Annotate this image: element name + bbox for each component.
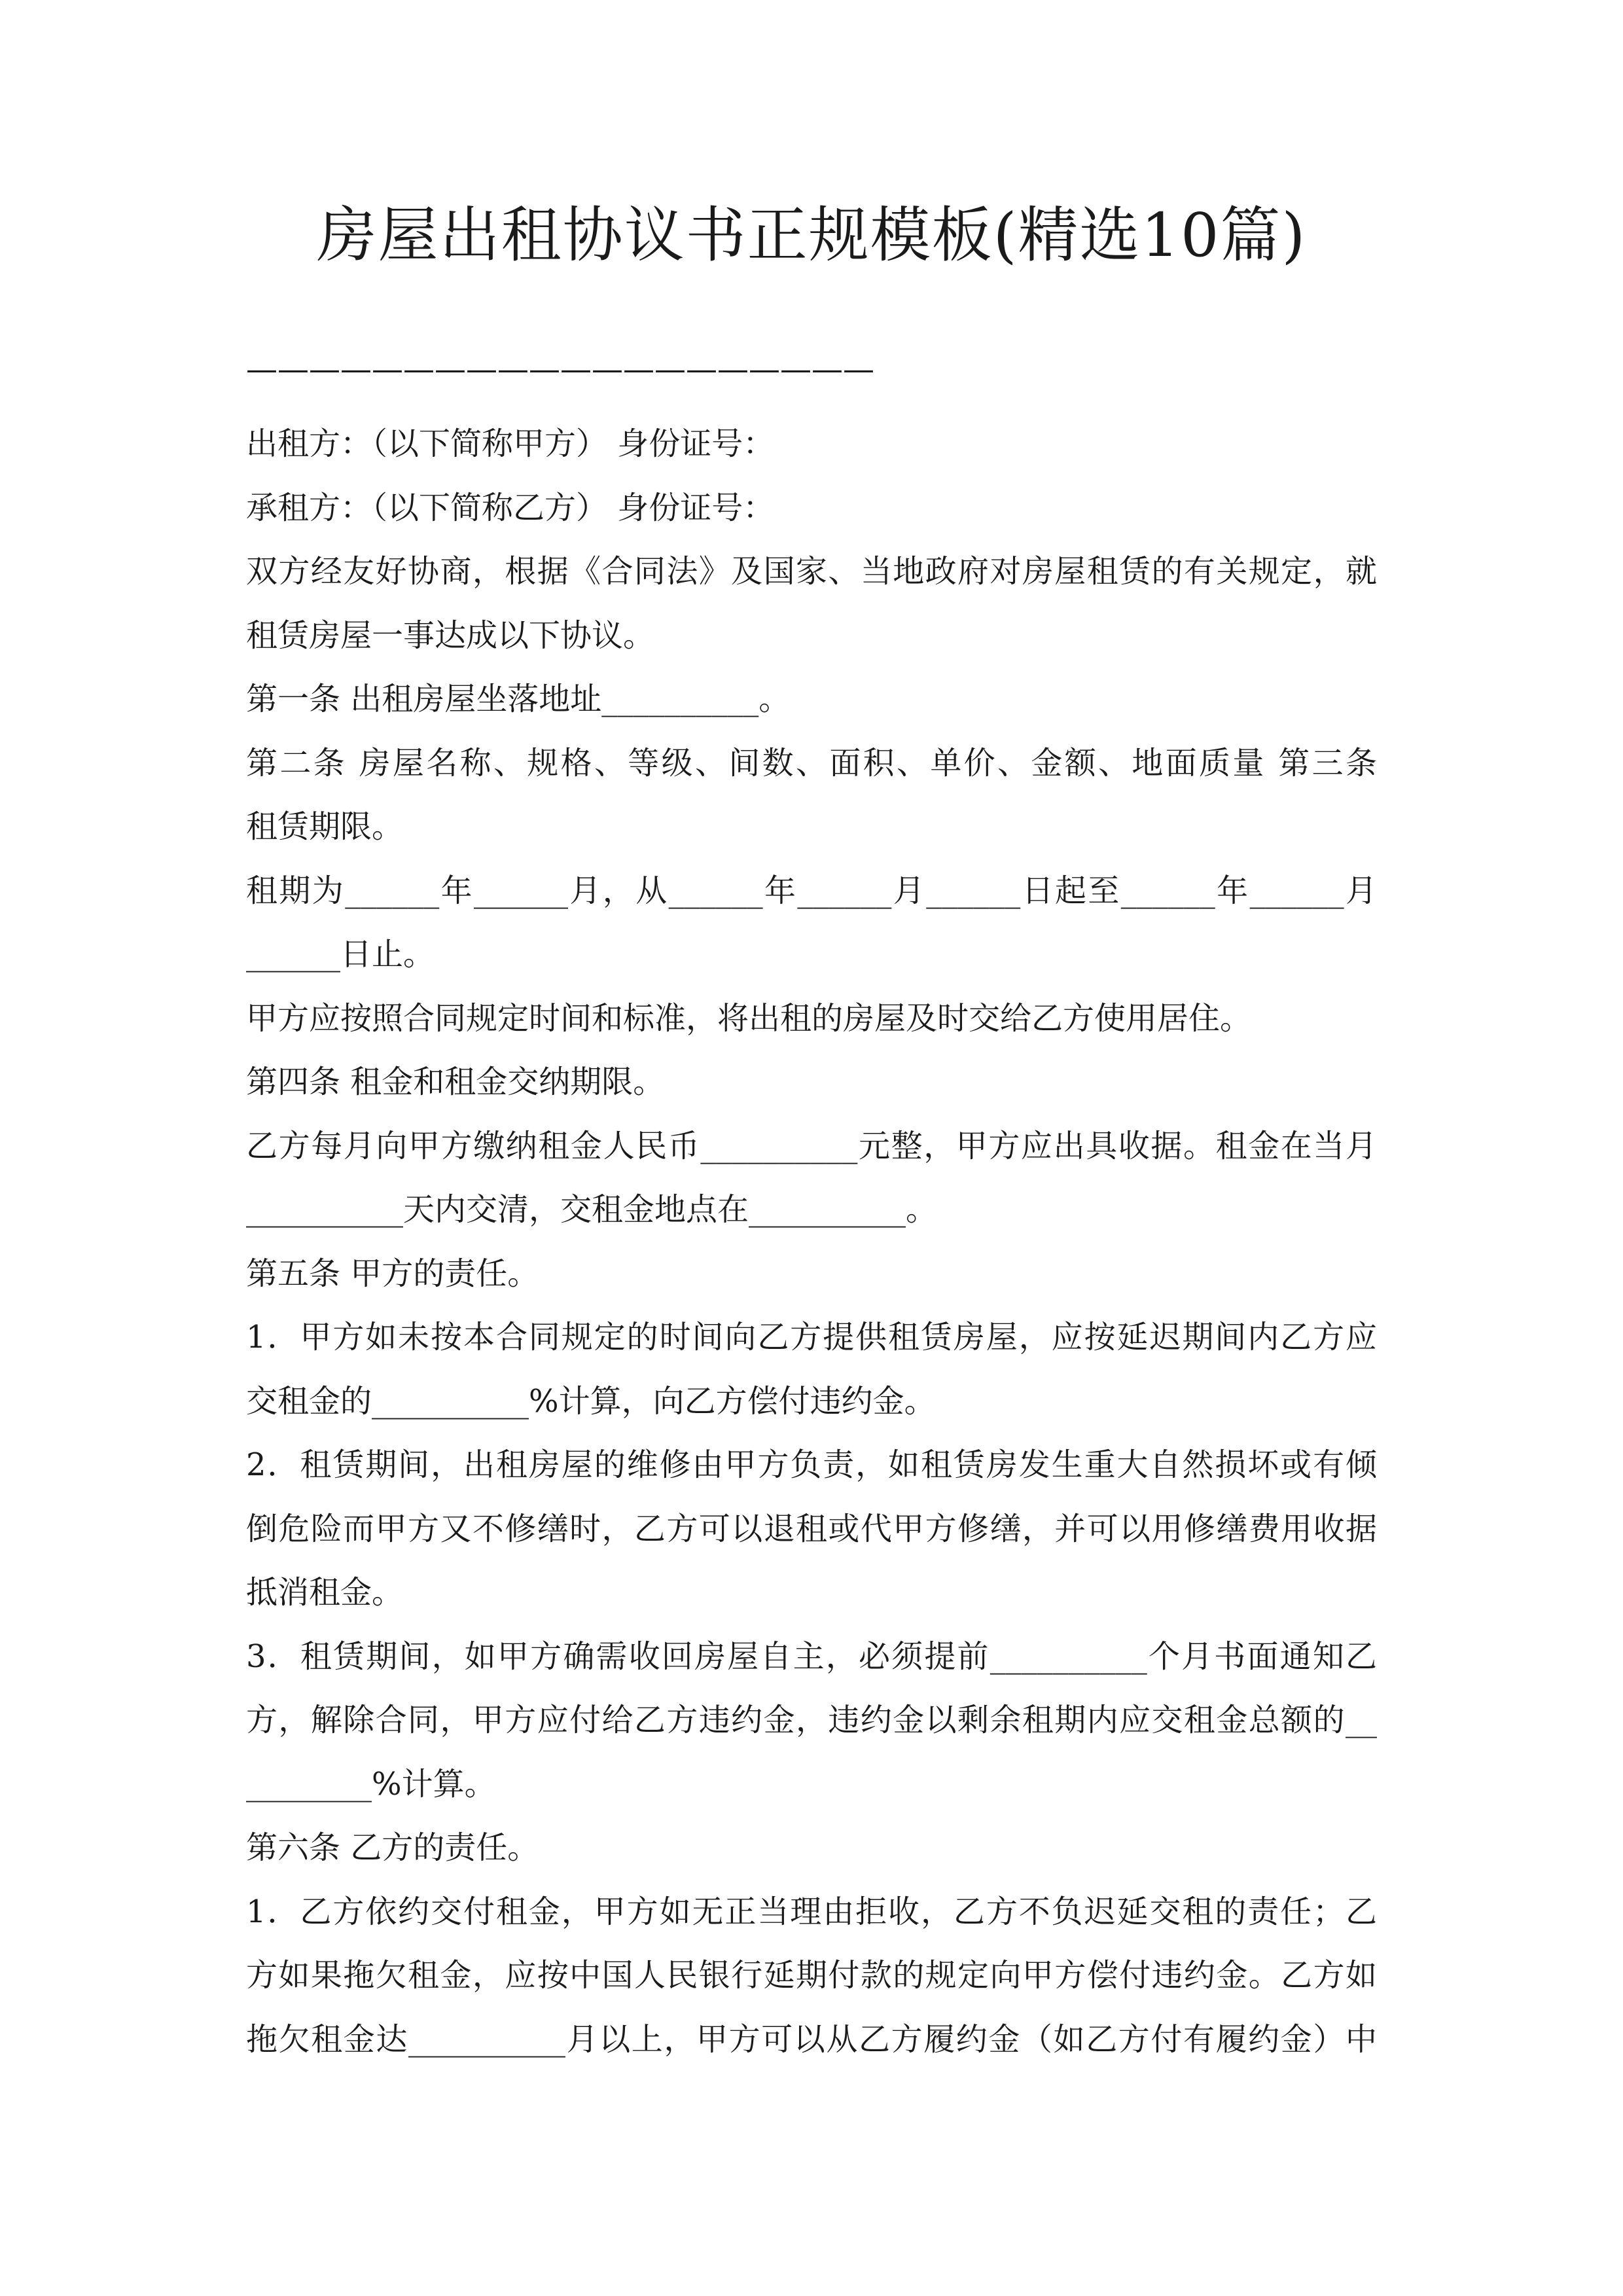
body-line: 租期为______年______月，从______年______月______日起至______年______月 xyxy=(246,872,1377,909)
body-line: 第一条 出租房屋坐落地址__________。 xyxy=(246,681,791,717)
body-line: 3．租赁期间，如甲方确需收回房屋自主，必须提前__________个月书面通知乙 xyxy=(246,1638,1377,1675)
body-line: 1．乙方依约交付租金，甲方如无正当理由拒收，乙方不负迟延交租的责任；乙 xyxy=(246,1893,1377,1930)
body-line: 抵消租金。 xyxy=(246,1574,404,1611)
body-line: 第六条 乙方的责任。 xyxy=(246,1829,539,1866)
body-line: 交租金的__________%计算，向乙方偿付违约金。 xyxy=(246,1382,936,1420)
document-title: 房屋出租协议书正规模板(精选10篇) xyxy=(316,200,1307,270)
body-line: ______日止。 xyxy=(246,936,435,973)
body-line: 倒危险而甲方又不修缮时，乙方可以退租或代甲方修缮，并可以用修缮费用收据 xyxy=(246,1510,1377,1547)
body-line: 乙方每月向甲方缴纳租金人民币__________元整，甲方应出具收据。租金在当月 xyxy=(246,1127,1377,1164)
body-line: 2．租赁期间，出租房屋的维修由甲方负责，如租赁房发生重大自然损坏或有倾 xyxy=(246,1446,1377,1483)
body-line: 方如果拖欠租金，应按中国人民银行延期付款的规定向甲方偿付违约金。乙方如 xyxy=(246,1957,1377,1994)
body-line: 租赁期限。 xyxy=(246,808,404,845)
body-line: 租赁房屋一事达成以下协议。 xyxy=(246,617,655,654)
document-body xyxy=(246,412,1377,2072)
body-line: 1．甲方如未按本合同规定的时间向乙方提供租赁房屋，应按延迟期间内乙方应 xyxy=(246,1319,1377,1355)
body-line: 第四条 租金和租金交纳期限。 xyxy=(246,1064,665,1100)
title-separator: ———————————————————— xyxy=(246,351,874,387)
body-line: 拖欠租金达__________月以上，甲方可以从乙方履约金（如乙方付有履约金）中 xyxy=(246,2020,1377,2058)
body-line: ________%计算。 xyxy=(246,1765,496,1803)
body-line: __________天内交清，交租金地点在__________。 xyxy=(246,1191,938,1228)
body-line: 方，解除合同，甲方应付给乙方违约金，违约金以剩余租期内应交租金总额的__ xyxy=(246,1702,1377,1738)
body-line: 第五条 甲方的责任。 xyxy=(246,1255,539,1292)
body-line: 双方经友好协商，根据《合同法》及国家、当地政府对房屋租赁的有关规定，就 xyxy=(246,553,1377,590)
body-line: 出租方：（以下简称甲方） 身份证号： xyxy=(246,425,775,462)
body-line: 第二条 房屋名称、规格、等级、间数、面积、单价、金额、地面质量 第三条 xyxy=(246,744,1377,781)
body-line: 承租方：（以下简称乙方） 身份证号： xyxy=(246,489,775,526)
body-line: 甲方应按照合同规定时间和标准，将出租的房屋及时交给乙方使用居住。 xyxy=(246,999,1252,1037)
